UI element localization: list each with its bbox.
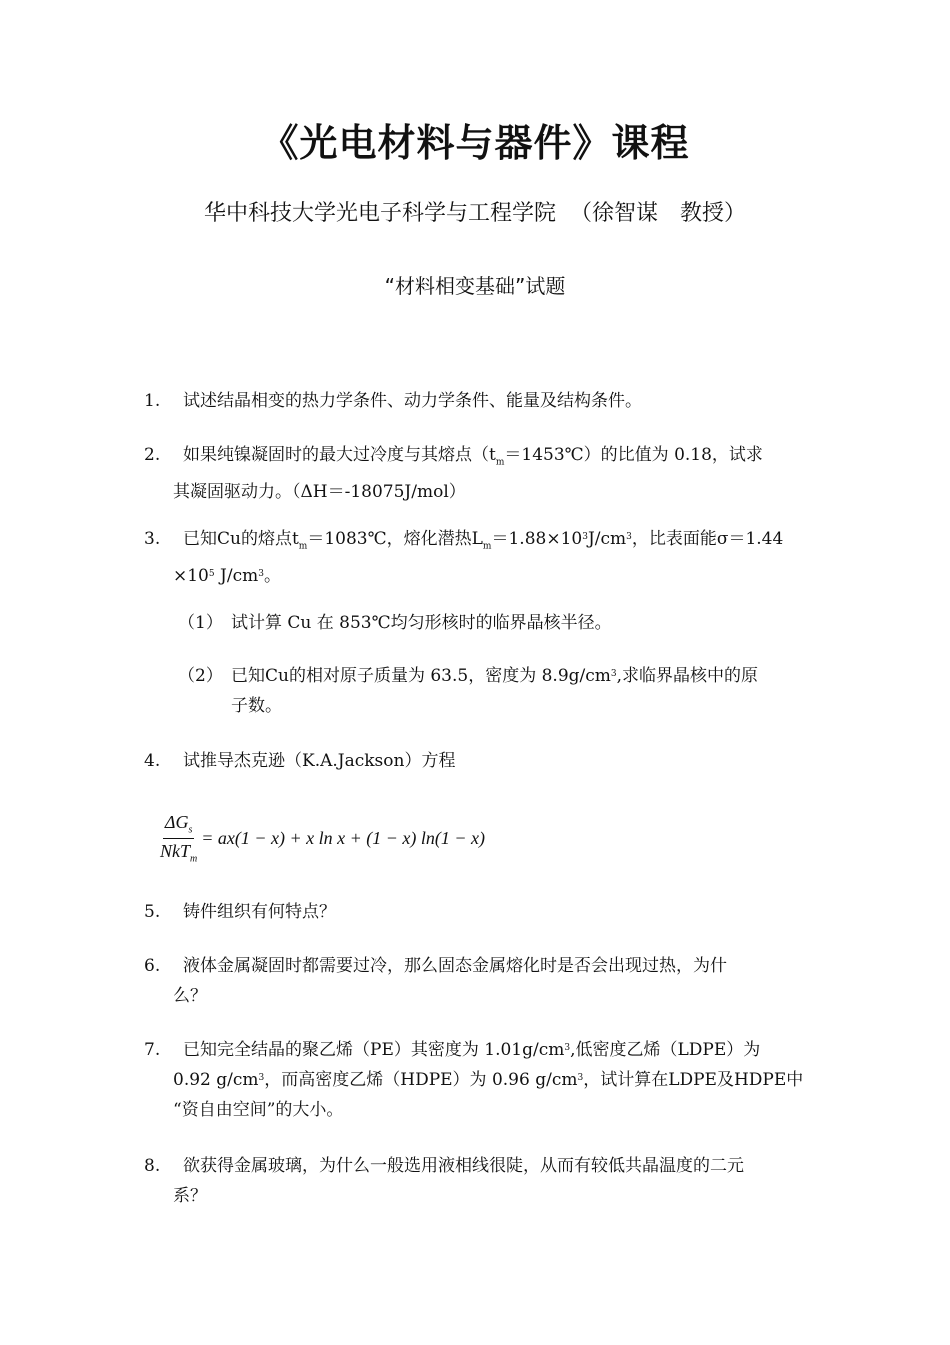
numerator-text: ΔG [164,812,189,832]
question-text [144,1035,812,1065]
question-5 [144,897,812,927]
equation-denominator [160,839,197,865]
subquestion-1 [178,608,808,638]
text-run: ，比表面能σ＝1.44 [631,529,784,549]
question-text-cont: 其凝固驱动力。（ΔH＝-18075J/mol） [173,482,466,503]
question-text [144,524,812,561]
question-number: 5. [144,902,161,922]
question-number: 1. [144,391,161,411]
question-3 [144,524,812,591]
question-number: 7. [144,1040,161,1060]
text-run: 已知Cu的相对原子质量为 63.5，密度为 8.9g/cm [231,666,611,686]
text-run: 如果纯镍凝固时的最大过冷度与其熔点（t [183,445,496,465]
subquestion-2 [178,661,808,721]
denominator-subscript: m [190,853,198,865]
text-run: 已知完全结晶的聚乙烯（PE）其密度为 1.01g/cm [183,1040,565,1060]
text-run: ，试计算在LDPE及HDPE中 [583,1070,804,1090]
jackson-equation [160,812,485,864]
institution-name: 华中科技大学光电子科学与工程学院 [203,201,556,226]
text-run: 已知Cu的熔点t [183,529,299,549]
superscript: 3 [258,1073,265,1083]
equation-numerator [163,812,194,839]
question-text: 试述结晶相变的热力学条件、动力学条件、能量及结构条件。 [183,391,642,411]
text-run: J/cm [214,566,259,587]
equation-rhs: = ax(1 − x) + x ln x + (1 − x) ln(1 − x) [201,827,486,848]
denominator-text: NkT [160,840,191,861]
subscript: m [482,541,492,552]
subquestion-text-cont: 子数。 [231,696,282,716]
superscript: 3 [626,532,632,542]
question-number: 8. [144,1156,161,1176]
text-run: ，而高密度乙烯（HDPE）为 0.96 g/cm [264,1070,578,1090]
numerator-subscript: s [188,824,193,836]
superscript: 3 [577,1073,584,1083]
course-title: 《光电材料与器件》课程 [260,121,690,165]
text-run: ×10 [173,566,209,587]
question-text-cont: “资自由空间”的大小。 [173,1100,344,1120]
question-number: 3. [144,529,161,549]
question-2 [144,440,812,507]
text-run: 。 [263,566,281,587]
text-run: ,求临界晶核中的原 [616,666,759,686]
question-text-cont [144,1065,812,1095]
superscript: 3 [564,1043,571,1053]
text-run: J/cm [587,529,627,549]
question-text: 液体金属凝固时都需要过冷，那么固态金属熔化时是否会出现过热，为什 [183,956,727,976]
question-number: 2. [144,445,161,465]
text-run: ＝1.88×10 [491,529,583,549]
question-text [144,440,812,477]
subscript: m [298,541,308,552]
text-run: ＝1083℃，熔化潜热L [307,529,483,549]
question-text: 欲获得金属玻璃，为什么一般选用液相线很陡，从而有较低共晶温度的二元 [183,1156,744,1176]
subquestion-text: 试计算 Cu 在 853℃均匀形核时的临界晶核半径。 [231,613,612,633]
superscript: 5 [208,569,215,580]
question-text: 铸件组织有何特点？ [183,902,336,922]
question-4 [144,746,812,776]
exam-title: “材料相变基础”试题 [384,274,566,298]
question-6 [144,951,812,1011]
question-8 [144,1151,812,1211]
question-number: 4. [144,751,161,771]
subquestion-text [178,661,808,691]
question-number: 6. [144,956,161,976]
question-text-cont: 么？ [173,986,207,1006]
text-run: 0.92 g/cm [173,1070,259,1090]
institution-line [0,196,950,227]
superscript: 3 [582,532,588,542]
subquestion-number: （1） [178,613,223,633]
instructor-name: （徐智谋 [569,201,658,226]
equation-fraction [160,812,197,864]
question-text: 试推导杰克逊（K.A.Jackson）方程 [183,751,456,771]
text-run: ＝1453℃）的比值为 0.18，试求 [504,445,763,465]
instructor-title: 教授） [680,201,747,226]
question-7 [144,1035,812,1125]
question-text-cont [144,561,812,591]
subquestion-number: （2） [178,666,223,686]
subscript: m [495,457,505,468]
superscript: 3 [610,669,617,679]
question-1 [144,386,812,416]
superscript: 3 [258,569,264,580]
question-text-cont: 系？ [173,1186,207,1206]
text-run: ,低密度乙烯（LDPE）为 [570,1040,761,1060]
